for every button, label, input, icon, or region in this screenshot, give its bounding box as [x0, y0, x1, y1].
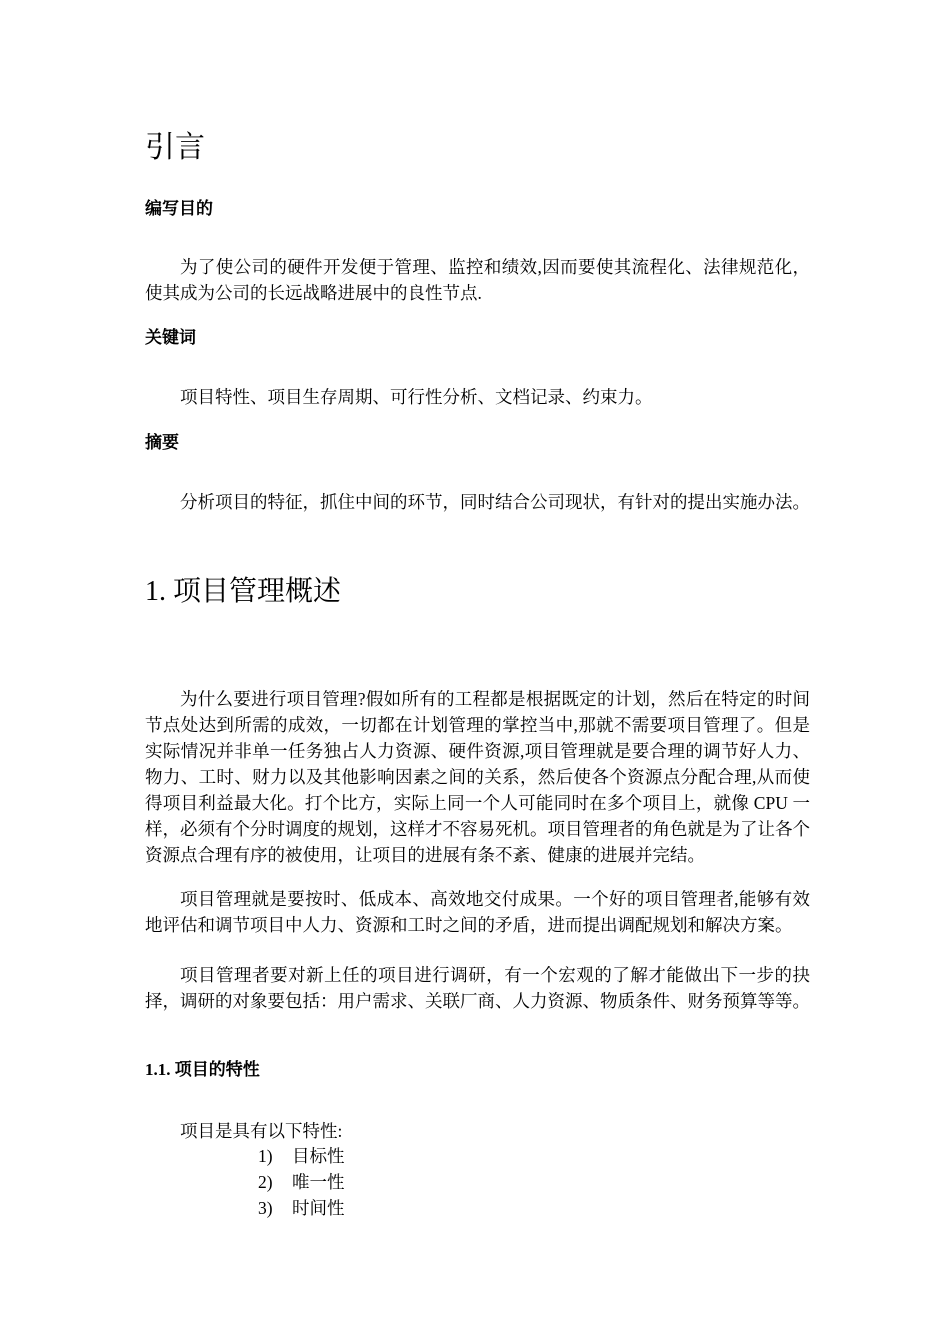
list-item-text: 唯一性 [292, 1172, 345, 1192]
list-item-text: 时间性 [292, 1198, 345, 1218]
list-item-number: 3) [258, 1198, 273, 1218]
list-item-text: 目标性 [292, 1146, 345, 1166]
features-list [258, 1143, 345, 1221]
abstract-paragraph: 分析项目的特征，抓住中间的环节，同时结合公司现状，有针对的提出实施办法。 [180, 492, 810, 512]
list-item [258, 1195, 345, 1221]
section-1-paragraph: 为什么要进行项目管理?假如所有的工程都是根据既定的计划，然后在特定的时间节点处达到所需的成效，一切都在计划管理的掌控当中,那就不需要项目管理了。但是实际情况并非单一任务独占人力资源、硬件资源,项目管理就是要合理的调节好人力、物力、工时、财力以及其他影响因素之间的关系，然后使各个资源点分配合理,从而使得项目利益最大化。打个比方，实际上同一个人可能同时在多个项目上，就像 CPU 一样，必须有个分时调度的规划，这样才不容易死机。项目管理者的角色就是为了让各个资源点合理有序的被使用，让项目的进展有条不紊、健康的进展并完结。 [145, 689, 810, 865]
keywords-heading: 关键词 [145, 328, 196, 347]
features-lead: 项目是具有以下特性: [180, 1121, 343, 1141]
section-1-title: 1. 项目管理概述 [145, 576, 342, 607]
list-item-number: 1) [258, 1146, 273, 1166]
abstract-heading: 摘要 [145, 433, 179, 452]
intro-title: 引言 [145, 131, 205, 164]
list-item [258, 1169, 345, 1195]
list-item [258, 1143, 345, 1169]
section-1-paragraph: 项目管理就是要按时、低成本、高效地交付成果。一个好的项目管理者,能够有效地评估和调节项目中人力、资源和工时之间的矛盾，进而提出调配规划和解决方案。 [145, 889, 810, 935]
purpose-paragraph: 为了使公司的硬件开发便于管理、监控和绩效,因而要使其流程化、法律规范化，使其成为公司的长远战略进展中的良性节点. [145, 257, 810, 303]
subsection-1-1-title: 1.1. 项目的特性 [145, 1060, 260, 1079]
purpose-heading: 编写目的 [145, 199, 213, 218]
keywords-paragraph: 项目特性、项目生存周期、可行性分析、文档记录、约束力。 [180, 387, 653, 407]
list-item-number: 2) [258, 1172, 273, 1192]
section-1-paragraph: 项目管理者要对新上任的项目进行调研，有一个宏观的了解才能做出下一步的抉择，调研的对象要包括：用户需求、关联厂商、人力资源、物质条件、财务预算等等。 [145, 965, 810, 1011]
